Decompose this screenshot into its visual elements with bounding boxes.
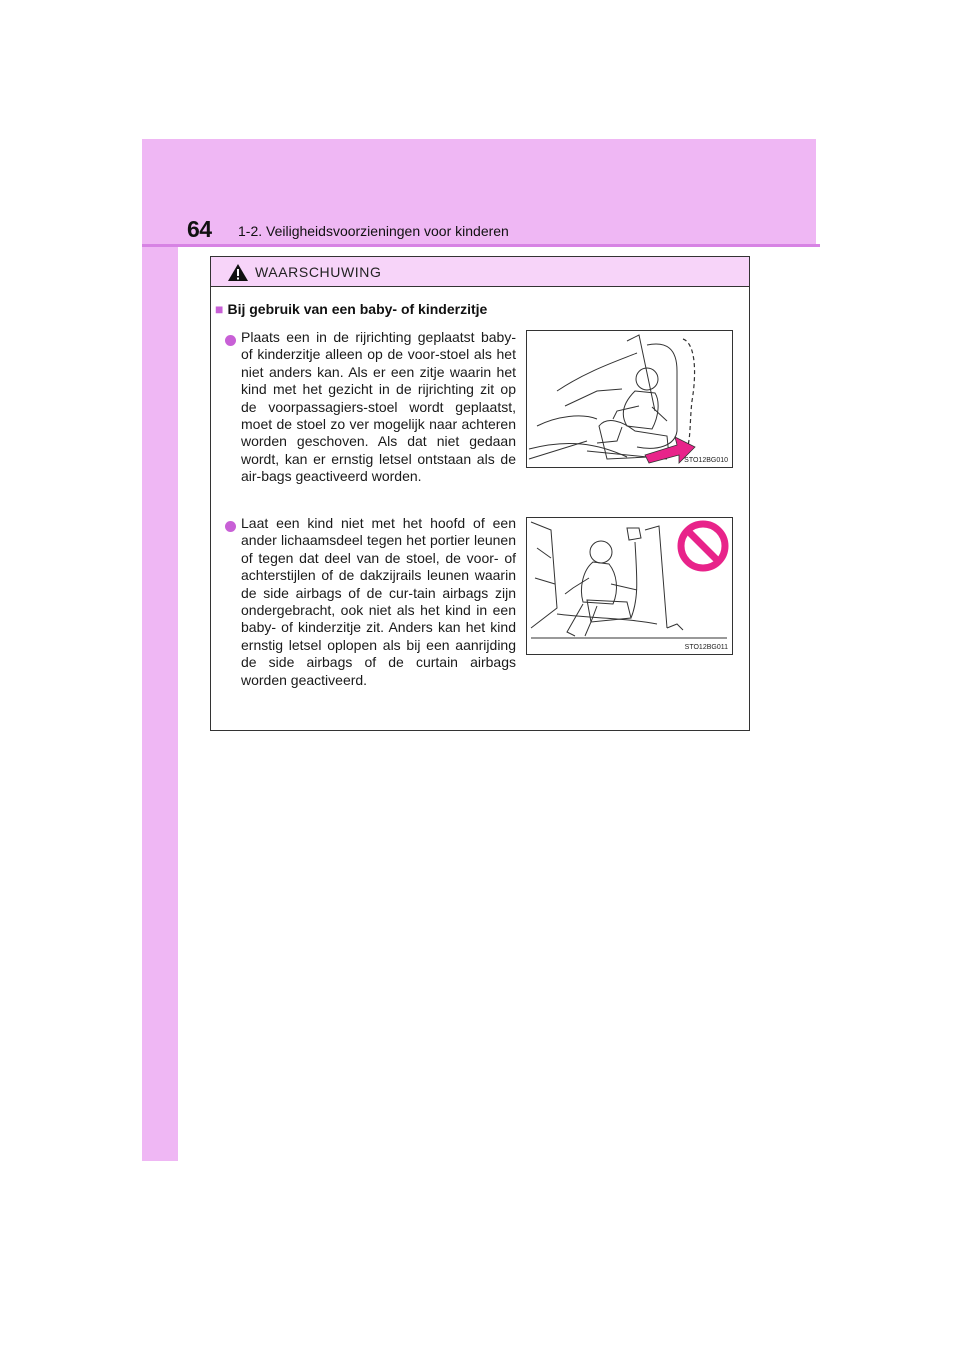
- warning-title: WAARSCHUWING: [255, 264, 382, 280]
- bullet-text-2: Laat een kind niet met het hoofd of een ander lichaamsdeel tegen het portier leunen of tegen dat deel van de stoel, de voor- of achterstijlen of de dakzijrails leunen waarin de side airbags of de cur-tain airbags zijn ondergebracht, ook niet als het kind in een baby- of kinderzitje zit. Anders kan het kind ernstig letsel oplopen als bij een aanrijding de side airbags of de curtain airbags worden geactiveerd.: [241, 515, 516, 688]
- figure-code-1: STO12BG010: [684, 457, 728, 464]
- warning-triangle-icon: [227, 263, 249, 282]
- bullet-text-1: Plaats een in de rijrichting geplaatst baby- of kinderzitje alleen op de voor-stoel als het niet anders kan. Als er een zitje waarin het kind met het gezicht in de rijrichting zit op de voorpassagiers-stoel wordt geplaatst, moet de stoel zo ver mogelijk naar achteren worden geschoven. Als dat niet gedaan wordt, kan er ernstig letsel ontstaan als de air-bags geactiveerd worden.: [241, 329, 516, 485]
- figure-child-leaning-door: [526, 517, 733, 655]
- page-number: 64: [187, 216, 212, 242]
- warning-header: [211, 257, 749, 287]
- round-bullet-icon: [225, 335, 236, 346]
- side-tab: [142, 139, 178, 1161]
- square-bullet-icon: ■: [215, 301, 224, 317]
- round-bullet-icon: [225, 521, 236, 532]
- section-title: 1-2. Veiligheidsvoorzieningen voor kinderen: [238, 223, 509, 239]
- prohibition-icon: [681, 524, 725, 568]
- child-booster-illustration: [527, 518, 732, 654]
- figure-front-seat-child-seat: [526, 330, 733, 468]
- subheading-text: Bij gebruik van een baby- of kinderzitje: [227, 301, 488, 317]
- warning-box: [210, 256, 750, 731]
- figure-code-2: STO12BG011: [684, 644, 728, 651]
- warning-subheading: [215, 301, 487, 317]
- header-rule: [142, 244, 820, 247]
- child-seat-illustration: [527, 331, 732, 467]
